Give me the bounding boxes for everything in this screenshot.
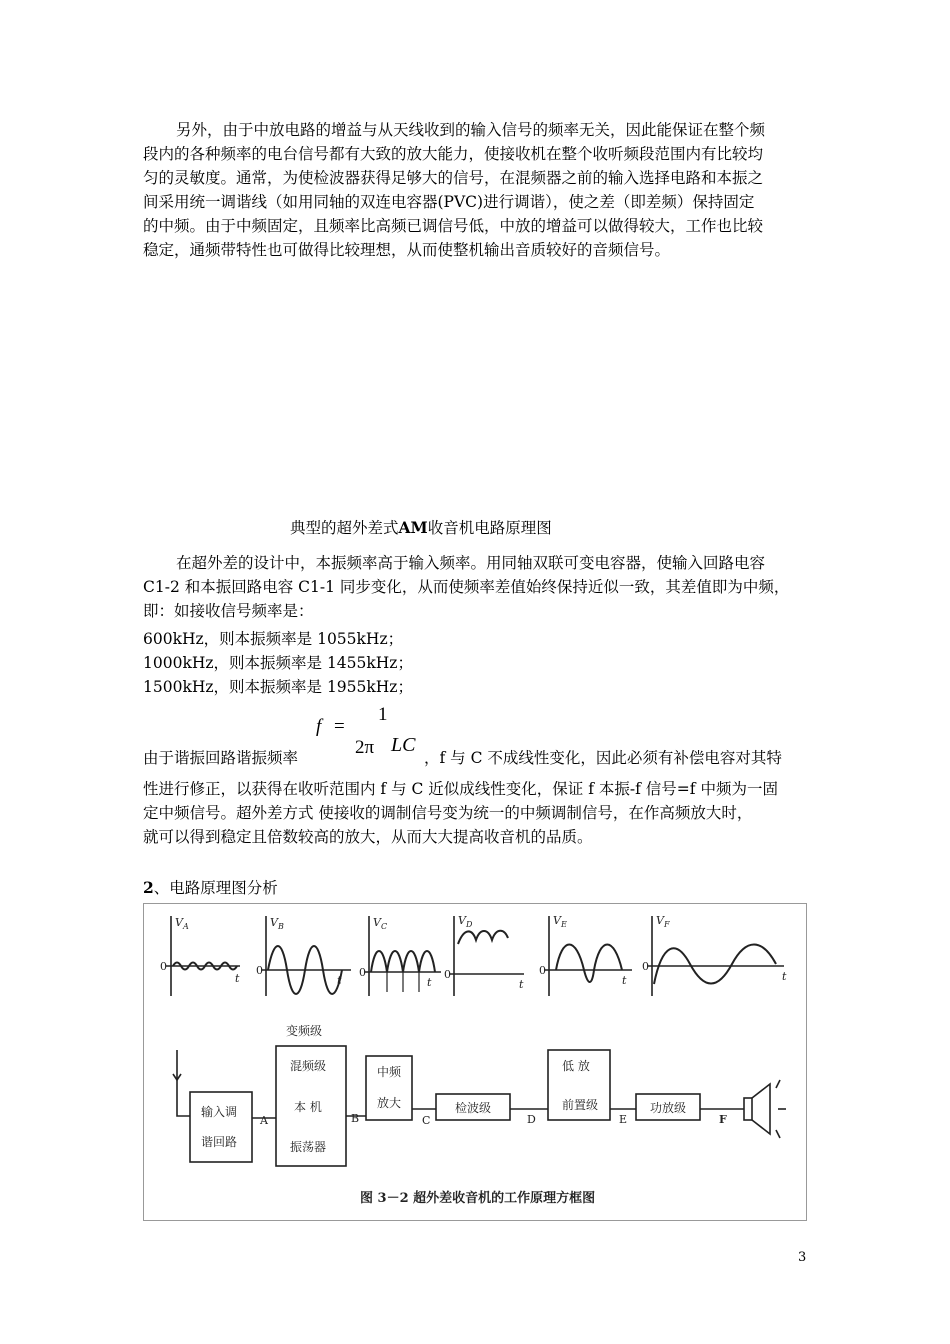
text-line: 由于谐振回路谐振频率: [143, 749, 299, 767]
text-line: 稳定，通频带特性也可做得比较理想，从而使整机输出音质较好的音频信号。: [143, 241, 671, 259]
label-vc-sub: C: [381, 922, 388, 931]
formula-lc: LC: [391, 734, 416, 756]
caption-post: 收音机电路原理图: [427, 519, 552, 537]
text-line: C1-2 和本振回路电容 C1-1 同步变化，从而使频率差值始终保持近似一致，其差值即为中频，: [143, 578, 790, 596]
block-diagram-figure: [143, 903, 807, 1221]
label-vc: V: [373, 916, 381, 929]
power-block-label: 功放级: [650, 1101, 687, 1115]
node-e: E: [619, 1113, 628, 1126]
text-line: 定中频信号。超外差方式 使接收的调制信号变为统一的中频调制信号，在作高频放大时，: [143, 804, 753, 822]
text-line: 1500kHz，则本振频率是 1955kHz；: [143, 678, 413, 696]
text-line: 1000kHz，则本振频率是 1455kHz；: [143, 654, 413, 672]
label-t: t: [519, 978, 524, 991]
label-vf: V: [656, 914, 664, 927]
label-ve-sub: E: [561, 920, 567, 929]
label-zero: 0: [642, 960, 649, 973]
label-zero: 0: [160, 960, 167, 973]
mixer-block-line3: 振荡器: [290, 1140, 327, 1154]
label-vb: V: [270, 916, 278, 929]
node-f: F: [719, 1113, 727, 1126]
text-line: 就可以得到稳定且倍数较高的放大，从而大大提高收音机的品质。: [143, 828, 593, 846]
input-block-line1: 输入调: [201, 1105, 238, 1119]
node-b: B: [351, 1112, 360, 1125]
text-line: ，f 与 C 不成线性变化，因此必须有补偿电容对其特: [424, 749, 782, 767]
label-va-sub: A: [183, 922, 189, 931]
node-d: D: [527, 1113, 536, 1126]
text-line: 的中频。由于中频固定，且频率比高频已调信号低，中放的增益可以做得较大，工作也比较: [143, 217, 764, 235]
if-block-line2: 放大: [377, 1096, 402, 1110]
label-vf-sub: F: [664, 920, 670, 929]
if-block-line1: 中频: [377, 1065, 402, 1079]
heading-text: 、电路原理图分析: [153, 879, 278, 897]
text-line: 在超外差的设计中，本振频率高于输入频率。用同轴双联可变电容器，使输入回路电容: [176, 554, 766, 572]
block-top-label: 变频级: [286, 1024, 323, 1038]
node-c: C: [422, 1114, 431, 1127]
label-vd-sub: D: [466, 920, 473, 929]
input-block-line2: 谐回路: [201, 1135, 238, 1149]
label-vb-sub: B: [278, 922, 284, 931]
label-ve: V: [553, 914, 561, 927]
label-zero: 0: [444, 968, 451, 981]
block-input: [190, 1092, 252, 1162]
section-heading: [143, 876, 278, 898]
heading-number: 2: [143, 878, 154, 897]
text-line: 匀的灵敏度。通常，为使检波器获得足够大的信号，在混频器之前的输入选择电路和本振之: [143, 169, 764, 187]
preamp-block-line1: 低 放: [562, 1059, 590, 1073]
text-line: 即：如接收信号频率是：: [143, 602, 314, 620]
figure-title: 图 3－2 超外差收音机的工作原理方框图: [360, 1191, 596, 1206]
waveform-e: [544, 916, 632, 996]
formula-equals: =: [334, 716, 345, 737]
formula-2pi: 2π: [355, 737, 375, 758]
text-line: 间采用统一调谐线（如用同轴的双连电容器(PVC)进行调谐），使之差（即差频）保持固定: [143, 193, 755, 211]
block-diagram-svg: [144, 904, 806, 1220]
caption-pre: 典型的超外差式: [290, 519, 399, 537]
label-t: t: [782, 970, 787, 983]
waveform-d: [449, 916, 524, 996]
mixer-block-line2: 本 机: [294, 1100, 322, 1114]
label-t: t: [622, 974, 627, 987]
page-number: 3: [798, 1250, 807, 1265]
text-line: 另外，由于中放电路的增益与从天线收到的输入信号的频率无关，因此能保证在整个频: [176, 121, 766, 139]
antenna-line: [177, 1050, 190, 1116]
caption-bold: AM: [398, 518, 428, 537]
label-va: V: [175, 916, 183, 929]
label-zero: 0: [256, 964, 263, 977]
label-vd: V: [458, 914, 466, 927]
text-line: 性进行修正，以获得在收听范围内 f 与 C 近似成线性变化，保证 f 本振-f 信号=f 中频为一固: [143, 780, 778, 798]
speaker-icon: [744, 1080, 786, 1138]
node-a: A: [260, 1114, 268, 1127]
mixer-block-line1: 混频级: [290, 1059, 327, 1073]
figure-caption: [290, 516, 552, 538]
label-zero: 0: [539, 964, 546, 977]
text-line: 600kHz，则本振频率是 1055kHz；: [143, 630, 404, 648]
text-line: 段内的各种频率的电台信号都有大致的放大能力，使接收机在整个收听频段范围内有比较均: [143, 145, 764, 163]
label-t: t: [337, 974, 342, 987]
label-t: t: [427, 976, 432, 989]
label-zero: 0: [359, 966, 366, 979]
detector-block-label: 检波级: [455, 1101, 492, 1115]
formula-f: f: [316, 716, 322, 737]
formula-numerator: 1: [378, 704, 388, 725]
preamp-block-line2: 前置级: [562, 1098, 599, 1112]
label-t: t: [235, 972, 240, 985]
